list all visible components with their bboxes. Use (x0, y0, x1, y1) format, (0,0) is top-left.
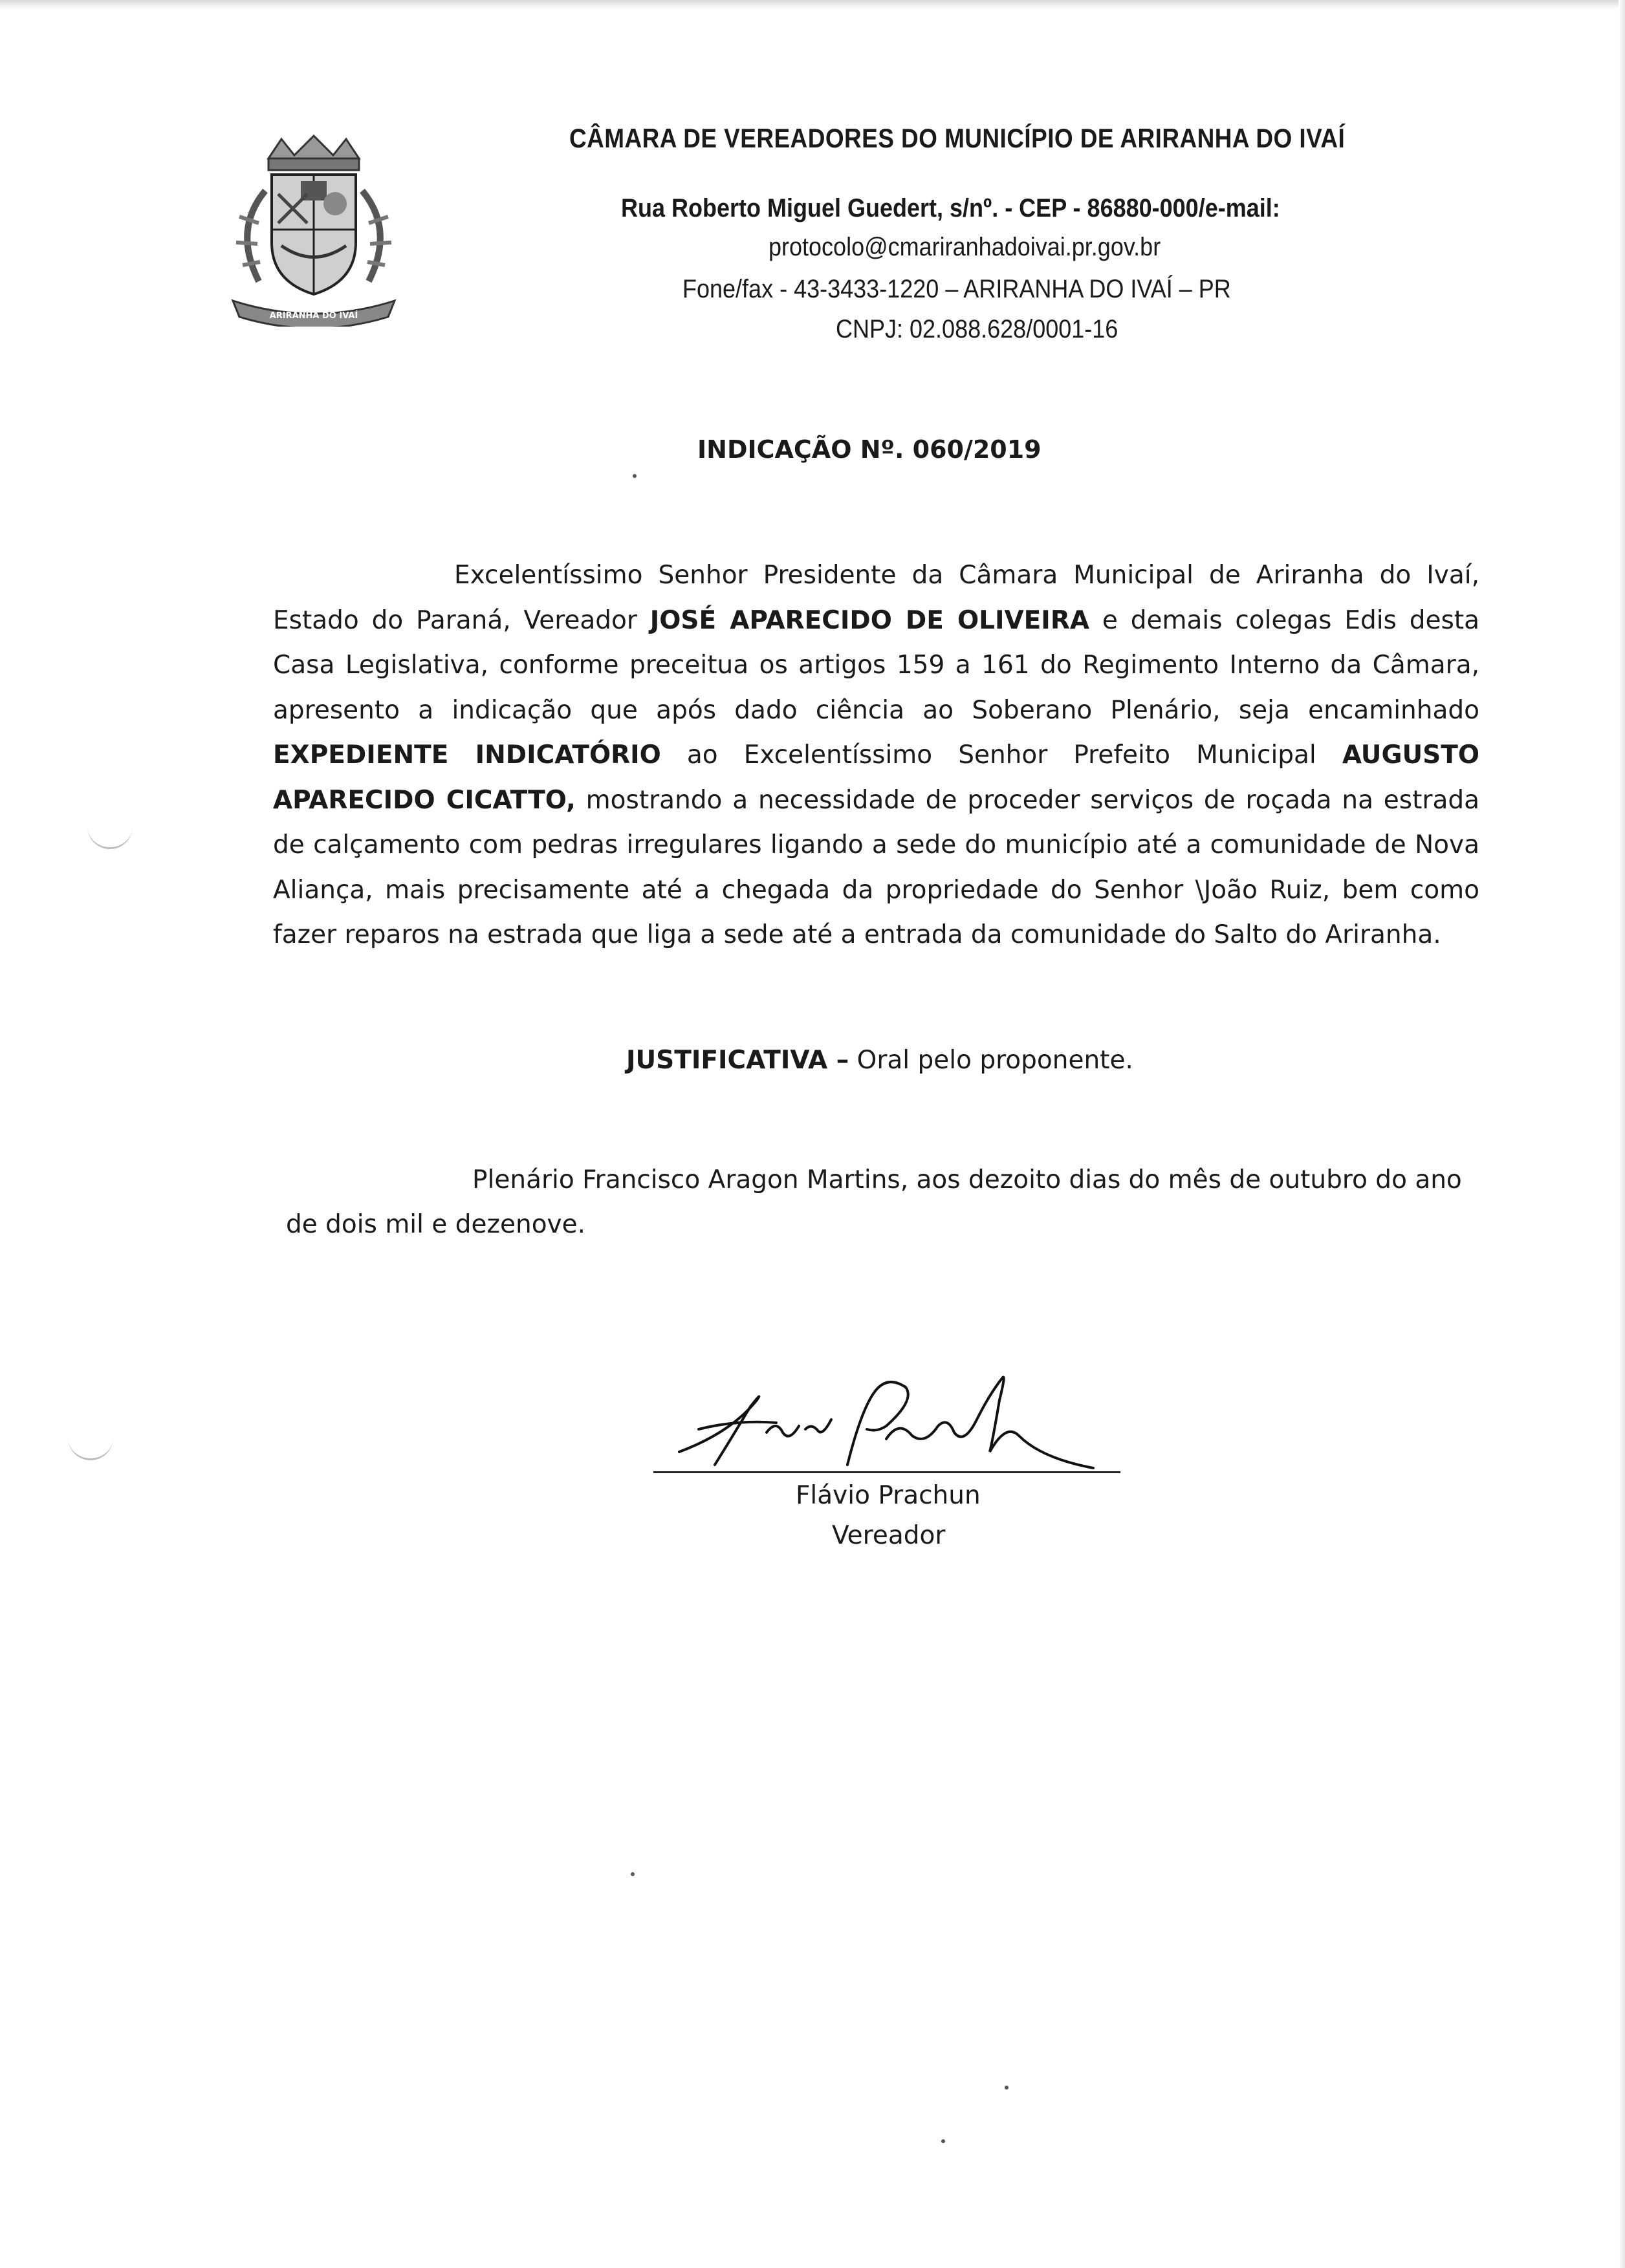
mayor-name: AUGUSTO APARECIDO CICATTO, (273, 740, 1479, 815)
organization-email: protocolo@cmariranhadoivai.pr.gov.br (769, 233, 1161, 261)
crest-ribbon-text: ARIRANHA DO IVAÍ (269, 311, 358, 321)
justification-text: Oral pelo proponente. (849, 1046, 1133, 1075)
body-text-segment: mostrando a necessidade de proceder serviços de roçada na estrada de calçamento com pedras irregulares ligando a sede do município até a comunidade de Nova Aliança, mais precisamente até a chegada da propriedade do Senhor \João Ruiz, bem como fazer reparos na estrada que liga a sede até a entrada da comunidade do Salto do Ariranha. (273, 785, 1480, 949)
signature-line (653, 1471, 1120, 1473)
body-text-segment: e demais colegas Edis desta Casa Legislativa, conforme preceitua os artigos 159 a 161 do Regimento Interno da Câmara, apresento a indicação que após dado ciência ao Soberano Plenário, seja encaminhado (273, 605, 1479, 725)
closing-statement: Plenário Francisco Aragon Martins, aos dezoito dias do mês de outubro do ano de dois mil e dezenove. (286, 1165, 1462, 1239)
signer-role: Vereador (832, 1521, 946, 1550)
punch-hole-mark (68, 1432, 113, 1460)
organization-phone: Fone/fax - 43-3433-1220 – ARIRANHA DO IVAÍ – PR (682, 275, 1231, 303)
justification-line (626, 1046, 1133, 1075)
body-text-segment: Excelentíssimo Senhor Presidente da Câmara Municipal de Ariranha do Ivaí, Estado do Paraná, Vereador (273, 561, 1479, 635)
organization-cnpj: CNPJ: 02.088.628/0001-16 (836, 315, 1118, 343)
document-title: INDICAÇÃO Nº. 060/2019 (697, 435, 1042, 464)
scan-speck (631, 1872, 635, 1876)
signer-name: Flávio Prachun (796, 1481, 981, 1510)
organization-address: Rua Roberto Miguel Guedert, s/nº. - CEP - 86880-000/e-mail: (621, 194, 1280, 222)
handwritten-signature (653, 1355, 1119, 1484)
expediente-label: EXPEDIENTE INDICATÓRIO (273, 740, 661, 770)
document-body (273, 553, 1479, 958)
scan-speck (941, 2139, 945, 2143)
scan-top-edge (0, 0, 1625, 9)
punch-hole-mark (87, 821, 133, 849)
justification-label: JUSTIFICATIVA – (626, 1046, 849, 1075)
municipal-crest-icon (220, 133, 408, 327)
scan-speck (1005, 2086, 1009, 2090)
scan-right-edge (1619, 0, 1625, 2268)
body-text-segment: ao Excelentíssimo Senhor Prefeito Municipal (660, 740, 1342, 770)
scan-speck (633, 474, 637, 478)
president-name: JOSÉ APARECIDO DE OLIVEIRA (649, 605, 1090, 635)
organization-name: CÂMARA DE VEREADORES DO MUNICÍPIO DE ARIRANHA DO IVAÍ (569, 123, 1346, 153)
